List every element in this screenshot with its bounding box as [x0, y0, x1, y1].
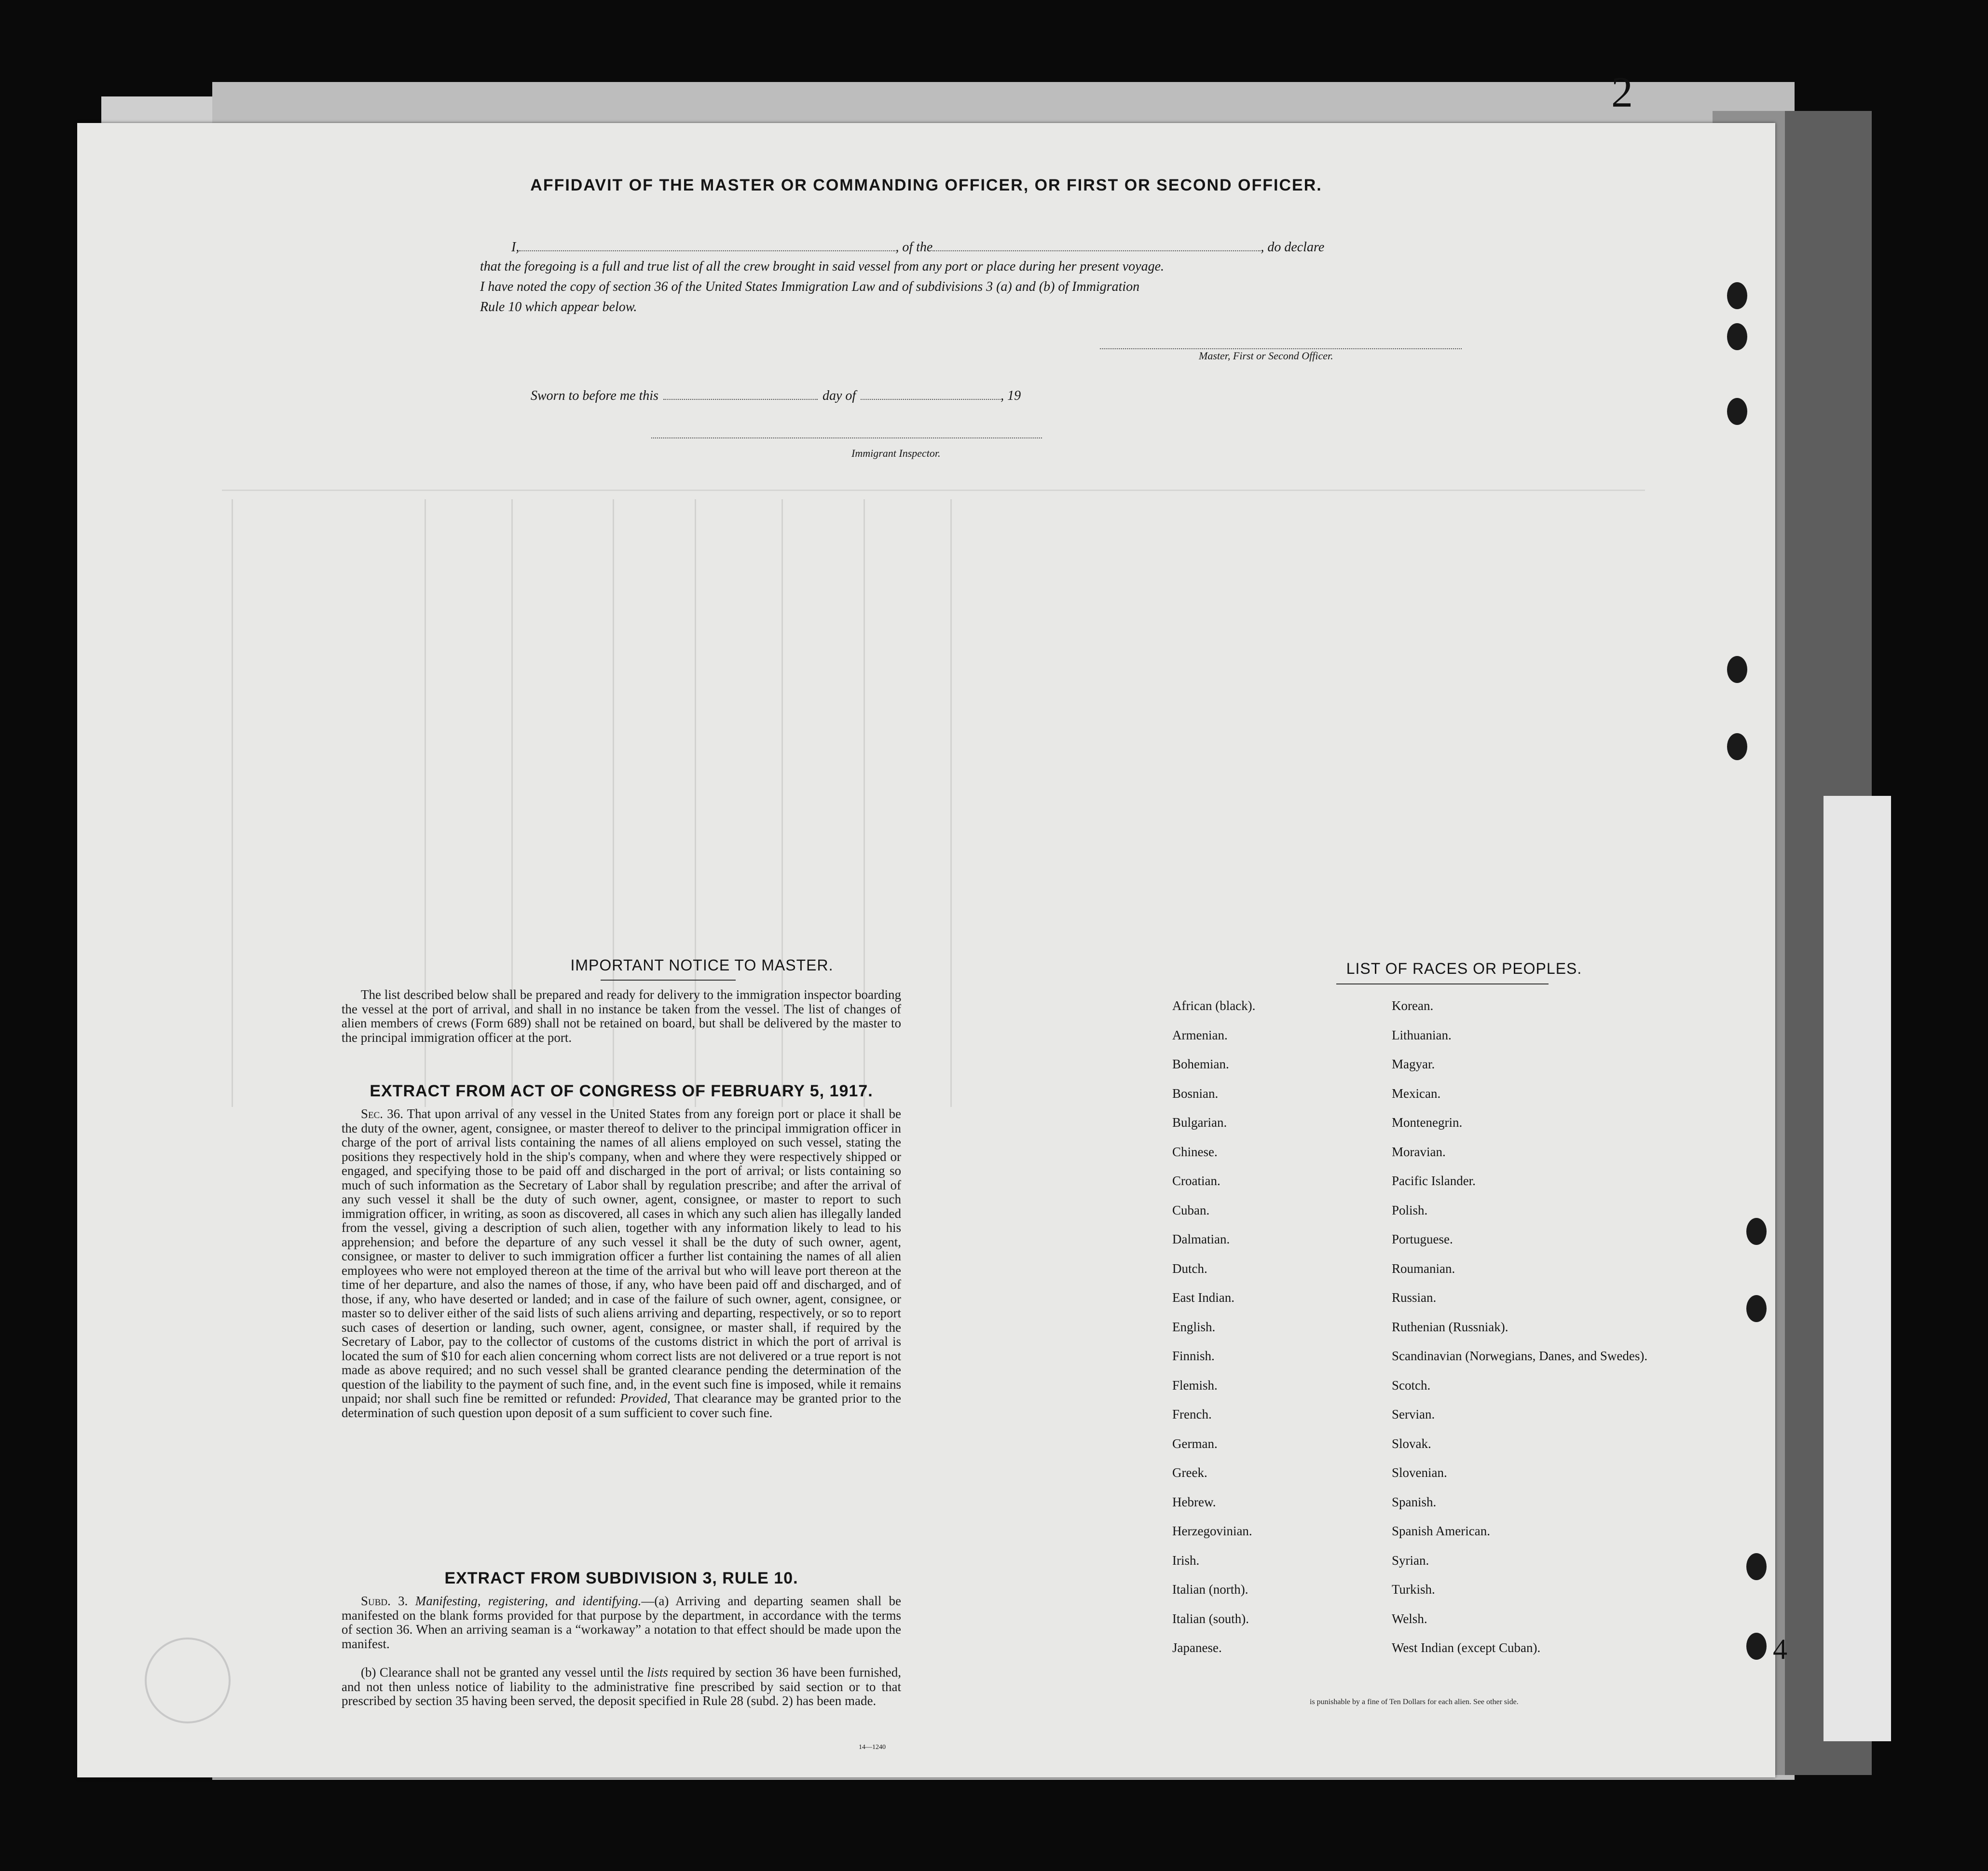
sworn-day-blank[interactable]: [663, 387, 818, 400]
document-page: [77, 123, 1787, 1777]
race-item: Ruthenian (Russniak).: [1392, 1319, 1508, 1334]
race-item: Turkish.: [1392, 1582, 1435, 1597]
affidavit-declaration-line: [511, 239, 1324, 255]
rule-para-b-italic: lists: [647, 1665, 668, 1680]
race-item: Japanese.: [1172, 1640, 1222, 1655]
race-item: German.: [1172, 1436, 1218, 1451]
race-item: Herzegovinian.: [1172, 1524, 1252, 1538]
name-blank[interactable]: [519, 239, 895, 251]
day-of-label: day of: [822, 388, 856, 403]
rule-para-a-text: —(a) Arriving and departing seamen shall be manifested on the blank forms provided for that purpose by the department, in accordance with the terms of section 36. When an arriving seaman is a “workaway” a notation to that effect should be made upon the manifest.: [342, 1594, 901, 1651]
race-item: Magyar.: [1392, 1057, 1435, 1071]
race-item: Russian.: [1392, 1290, 1437, 1305]
races-title: LIST OF RACES OR PEOPLES.: [1346, 960, 1582, 977]
rule-para-a: [342, 1594, 901, 1651]
binder-hole: [1746, 1295, 1767, 1322]
race-item: Slovak.: [1392, 1436, 1431, 1451]
notice-paragraph: The list described below shall be prepared and ready for delivery to the immigration inspector boarding the vessel at the port of arrival, and shall in no instance be taken from the vessel. The list of changes of alien members of crews (Form 689) shall not be retained on board, but shall be delivered by the master to the principal immigration officer at the port.: [342, 987, 901, 1045]
master-signature-label: Master, First or Second Officer.: [1199, 350, 1333, 362]
rule-title: EXTRACT FROM SUBDIVISION 3, RULE 10.: [444, 1569, 798, 1587]
rule-para-b-rest: required by section 36 have been furnished, and not then unless notice of liability to the administrative fine prescribed by said section or to that prescribed by section 35 having been served, the deposit specified in Rule 28 (subd. 2) has been made.: [342, 1665, 902, 1708]
bleed-through-column: [950, 499, 952, 1107]
rule-subd-heading: Manifesting, registering, and identifying.: [415, 1594, 642, 1608]
year-label: , 19: [1001, 388, 1021, 403]
race-item: Korean.: [1392, 998, 1434, 1013]
race-item: Croatian.: [1172, 1174, 1220, 1188]
race-item: Bulgarian.: [1172, 1115, 1227, 1130]
race-item: Greek.: [1172, 1465, 1207, 1480]
affidavit-line-3: I have noted the copy of section 36 of the United States Immigration Law and of subdivisions 3 (a) and (b) of Immigration: [480, 279, 1140, 294]
race-item: Dutch.: [1172, 1261, 1207, 1276]
act-section-36: [342, 1107, 901, 1420]
race-item: Portuguese.: [1392, 1232, 1453, 1246]
rule-para-b-prefix: (b) Clearance shall not be granted any vessel until the: [361, 1665, 644, 1680]
race-item: Spanish.: [1392, 1494, 1437, 1509]
binder-hole: [1746, 1553, 1767, 1580]
affidavit-title: AFFIDAVIT OF THE MASTER OR COMMANDING OFFICER, OR FIRST OR SECOND OFFICER.: [530, 176, 1322, 194]
race-item: Moravian.: [1392, 1144, 1446, 1159]
binder-hole: [1727, 323, 1747, 350]
race-item: East Indian.: [1172, 1290, 1234, 1305]
race-item: Armenian.: [1172, 1027, 1228, 1042]
race-item: Chinese.: [1172, 1144, 1218, 1159]
rule-subd-label: Subd. 3.: [361, 1594, 408, 1608]
binder-hole: [1727, 733, 1747, 760]
handwritten-page-number: 2: [1611, 68, 1633, 116]
race-item: Dalmatian.: [1172, 1232, 1230, 1246]
races-column-1: [1172, 998, 1413, 1670]
affidavit-do-declare: , do declare: [1261, 240, 1325, 255]
race-item: Bosnian.: [1172, 1086, 1219, 1101]
underlying-page-footer-note: is punishable by a fine of Ten Dollars for each alien. See other side.: [1310, 1698, 1519, 1706]
bleed-through-rule: [222, 490, 1645, 491]
race-item: Polish.: [1392, 1202, 1428, 1217]
handwritten-corner-mark: 4: [1773, 1633, 1787, 1665]
race-item: Italian (north).: [1172, 1582, 1248, 1597]
affidavit-of-the-label: , of the: [895, 240, 933, 255]
inspector-signature-line[interactable]: [651, 437, 1042, 438]
underlying-page-tab: [1823, 796, 1891, 1741]
race-item: Slovenian.: [1392, 1465, 1447, 1480]
race-item: Syrian.: [1392, 1553, 1429, 1568]
race-item: Roumanian.: [1392, 1261, 1455, 1276]
race-item: Montenegrin.: [1392, 1115, 1463, 1130]
act-section-text: That upon arrival of any vessel in the United States from any foreign port or place it shall be the duty of the owner, agent, consignee, or master thereof to deliver to the principal immigration officer in charge of the port of arrival lists containing the names of all aliens employed on such vessel, stating the positions they respectively hold in the ship's company, when and where they were respectively shipped or engaged, and specifying those to be paid off and discharged in the port of arrival; or lists containing so much of such information as the Secretary of Labor shall by regulation prescribe; and after the arrival of any such vessel it shall be the duty of such owner, agent, consignee, or master to report to such immigration officer, in writing, as soon as discovered, all cases in which any such alien has illegally landed from the vessel, giving a description of such alien, together with any information likely to lead to his apprehension; and before the departure of any such vessel it shall be the duty of such owner, agent, consignee, or master to deliver to such immigration officer a further list containing the names of all alien employees who were not employed thereon at the time of the arrival but who will leave port thereon at the time of her departure, and also the names of those, if any, who have been paid off and discharged, and of those, if any, who have deserted or landed; and in case of the failure of such owner, agent, consignee, or master so to deliver either of the said lists of such aliens arriving and departing, respectively, or so to report such cases of desertion or landing, such owner, agent, consignee, or master shall, if required by the Secretary of Labor, pay to the collector of customs of the customs district in which the port of arrival is located the sum of $10 for each alien concerning whom correct lists are not delivered or a true report is not made as above required; and no such vessel shall be granted clearance pending the determination of the question of the liability to the payment of such fine, and, in the event such fine is imposed, while it remains unpaid; nor shall such fine be remitted or refunded:: [342, 1106, 901, 1406]
race-item: Scandinavian (Norwegians, Danes, and Swedes).: [1392, 1349, 1648, 1363]
act-title: EXTRACT FROM ACT OF CONGRESS OF FEBRUARY 5, 1917.: [370, 1082, 873, 1100]
sworn-label: Sworn to before me this: [531, 388, 658, 403]
binder-hole: [1746, 1633, 1767, 1660]
race-item: Spanish American.: [1392, 1524, 1490, 1538]
races-title-underline: [1336, 983, 1549, 984]
race-item: Finnish.: [1172, 1349, 1215, 1363]
race-item: Servian.: [1392, 1407, 1435, 1421]
inspector-signature-label: Immigrant Inspector.: [851, 447, 941, 459]
race-item: African (black).: [1172, 998, 1256, 1013]
bleed-through-column: [232, 499, 233, 1107]
sworn-line: [531, 387, 1021, 404]
binder-hole: [1727, 398, 1747, 425]
race-item: English.: [1172, 1319, 1216, 1334]
binder-hole: [1727, 282, 1747, 309]
affidavit-line-4: Rule 10 which appear below.: [480, 300, 637, 314]
race-item: Bohemian.: [1172, 1057, 1229, 1071]
race-item: Pacific Islander.: [1392, 1174, 1476, 1188]
race-item: West Indian (except Cuban).: [1392, 1640, 1541, 1655]
binder-hole: [1727, 656, 1747, 683]
form-number: 14—1240: [859, 1744, 886, 1751]
race-item: Welsh.: [1392, 1611, 1427, 1626]
notice-title: IMPORTANT NOTICE TO MASTER.: [570, 956, 834, 974]
affidavit-line-2: that the foregoing is a full and true list of all the crew brought in said vessel from any port or place during her present voyage.: [480, 259, 1165, 274]
race-item: Flemish.: [1172, 1378, 1218, 1393]
race-item: Irish.: [1172, 1553, 1200, 1568]
race-item: Italian (south).: [1172, 1611, 1249, 1626]
notice-title-underline: [601, 980, 736, 981]
race-item: Mexican.: [1392, 1086, 1441, 1101]
race-item: French.: [1172, 1407, 1212, 1421]
race-item: Cuban.: [1172, 1202, 1210, 1217]
act-section-label: Sec. 36.: [361, 1106, 403, 1121]
affidavit-i-label: I,: [511, 240, 520, 255]
race-item: Scotch.: [1392, 1378, 1431, 1393]
faded-stamp: [145, 1638, 231, 1723]
act-section-text-end: That clearance may be granted prior to the determination of such question upon deposit of a sum sufficient to cover such fine.: [342, 1391, 902, 1420]
vessel-blank[interactable]: [932, 239, 1261, 251]
master-signature-line[interactable]: [1100, 347, 1462, 349]
race-item: Hebrew.: [1172, 1494, 1216, 1509]
binder-hole: [1746, 1218, 1767, 1245]
act-provided-label: Provided,: [620, 1391, 671, 1406]
race-item: Lithuanian.: [1392, 1027, 1452, 1042]
sworn-month-blank[interactable]: [861, 387, 1001, 400]
rule-para-b: [342, 1666, 901, 1708]
races-column-2: [1392, 998, 1648, 1670]
